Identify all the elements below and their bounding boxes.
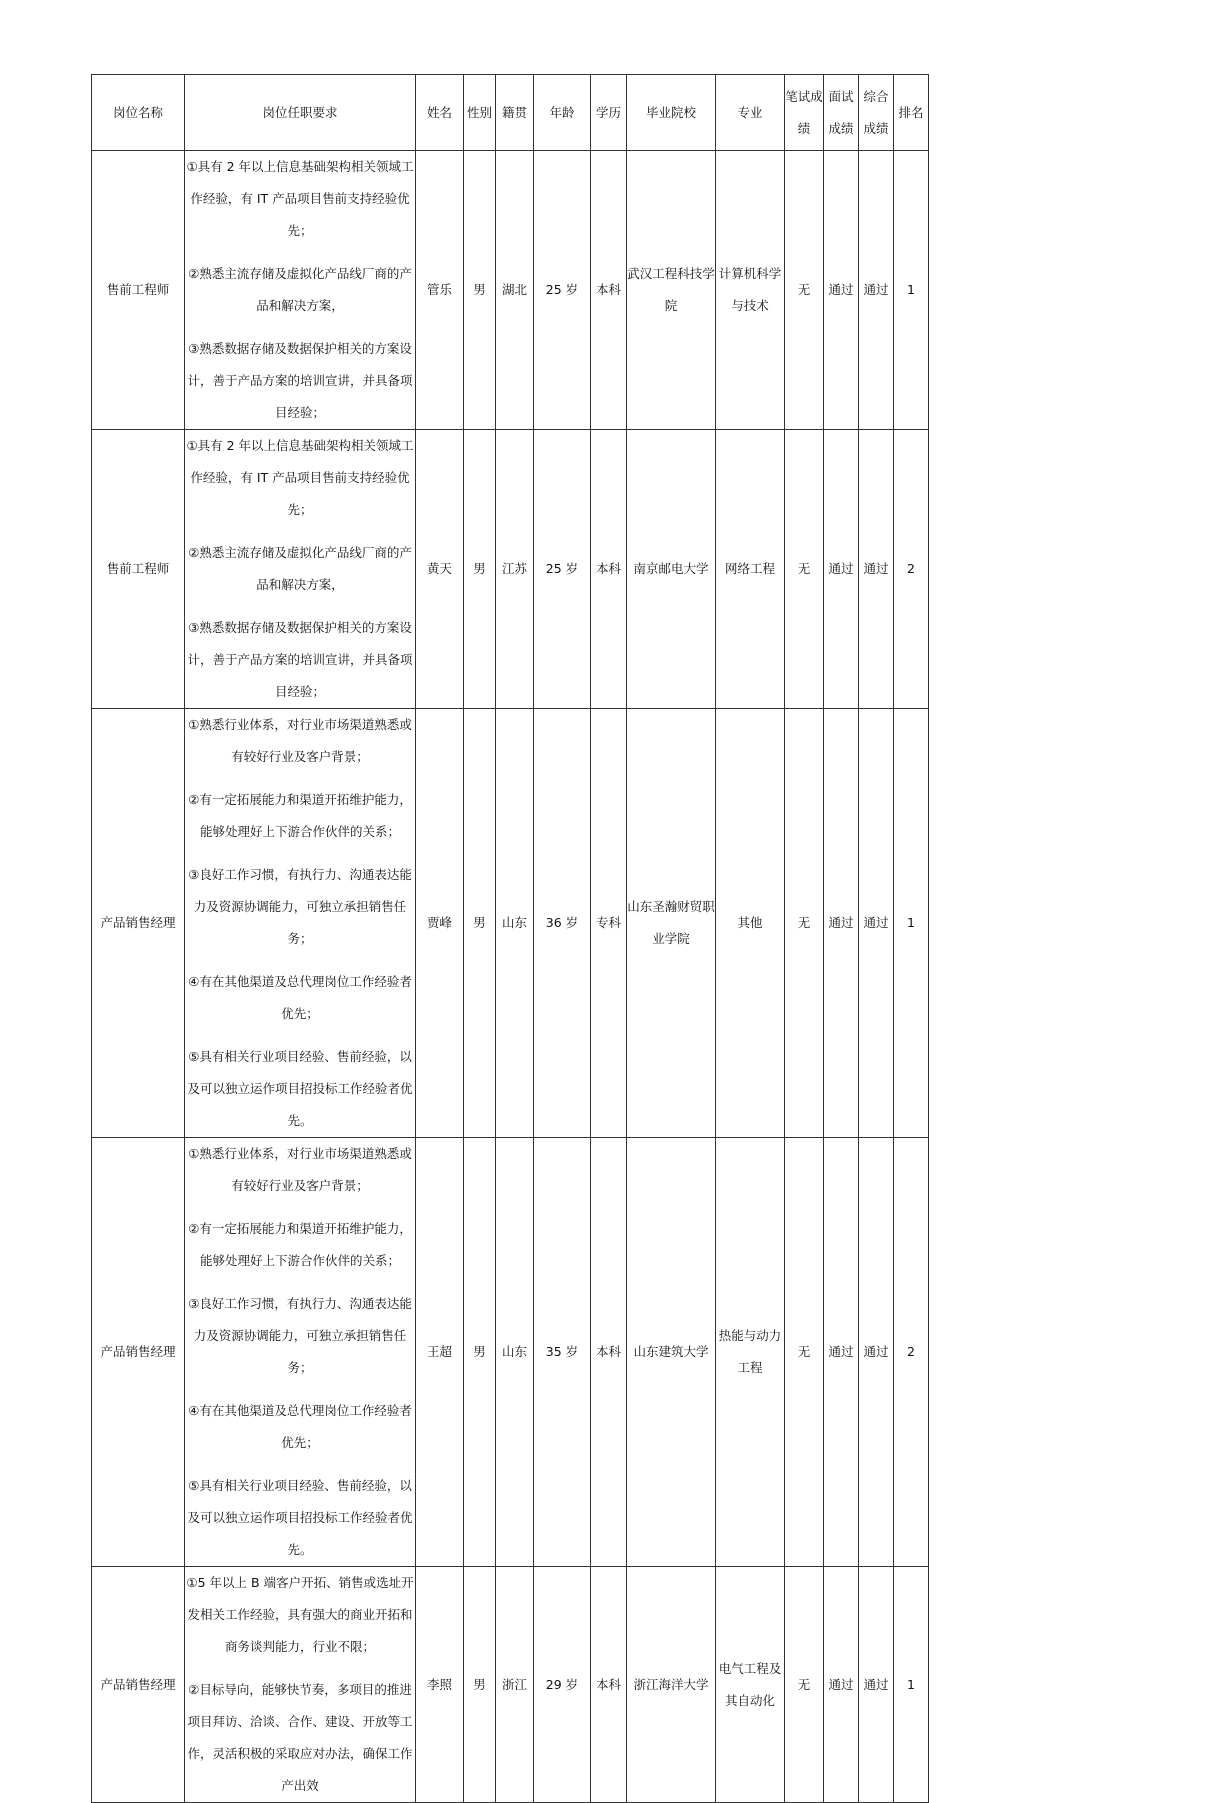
age-cell: 29 岁 — [534, 1567, 591, 1803]
header-written-score: 笔试成绩 — [785, 75, 824, 151]
requirements-cell — [185, 1138, 416, 1567]
origin-cell: 浙江 — [496, 1567, 534, 1803]
gender-cell: 男 — [464, 709, 496, 1138]
requirements-cell — [185, 151, 416, 430]
requirement-item: ②有一定拓展能力和渠道开拓维护能力，能够处理好上下游合作伙伴的关系； — [188, 1221, 412, 1268]
name-cell: 管乐 — [416, 151, 464, 430]
school-cell: 浙江海洋大学 — [627, 1567, 716, 1803]
requirement-item: ⑤具有相关行业项目经验、售前经验，以及可以独立运作项目招投标工作经验者优先。 — [187, 1478, 413, 1557]
header-requirements: 岗位任职要求 — [185, 75, 416, 151]
written-score-cell: 无 — [785, 709, 824, 1138]
name-cell: 王超 — [416, 1138, 464, 1567]
school-cell: 武汉工程科技学院 — [627, 151, 716, 430]
age-cell: 36 岁 — [534, 709, 591, 1138]
gender-cell: 男 — [464, 151, 496, 430]
overall-score-cell: 通过 — [859, 430, 894, 709]
written-score-cell: 无 — [785, 151, 824, 430]
header-rank: 排名 — [894, 75, 929, 151]
education-cell: 本科 — [591, 1138, 627, 1567]
header-gender: 性别 — [464, 75, 496, 151]
requirement-item: ①具有 2 年以上信息基础架构相关领域工作经验，有 IT 产品项目售前支持经验优先； — [186, 159, 414, 238]
education-cell: 专科 — [591, 709, 627, 1138]
header-position: 岗位名称 — [92, 75, 185, 151]
requirement-item: ②有一定拓展能力和渠道开拓维护能力，能够处理好上下游合作伙伴的关系； — [188, 792, 412, 839]
header-school: 毕业院校 — [627, 75, 716, 151]
written-score-cell: 无 — [785, 1567, 824, 1803]
age-cell: 35 岁 — [534, 1138, 591, 1567]
table-row — [92, 1138, 929, 1567]
requirements-cell — [185, 430, 416, 709]
table-row — [92, 151, 929, 430]
school-cell: 南京邮电大学 — [627, 430, 716, 709]
header-origin: 籍贯 — [496, 75, 534, 151]
requirement-item: ③良好工作习惯，有执行力、沟通表达能力及资源协调能力，可独立承担销售任务； — [188, 1296, 412, 1375]
requirements-cell — [185, 709, 416, 1138]
interview-score-cell: 通过 — [824, 151, 859, 430]
requirement-item: ①5 年以上 B 端客户开拓、销售或选址开发相关工作经验，具有强大的商业开拓和商务谈判能力，行业不限； — [186, 1575, 414, 1654]
interview-score-cell: 通过 — [824, 709, 859, 1138]
requirement-item: ①熟悉行业体系，对行业市场渠道熟悉或有较好行业及客户背景； — [188, 717, 412, 764]
header-major: 专业 — [716, 75, 785, 151]
header-education: 学历 — [591, 75, 627, 151]
overall-score-cell: 通过 — [859, 1567, 894, 1803]
header-name: 姓名 — [416, 75, 464, 151]
overall-score-cell: 通过 — [859, 1138, 894, 1567]
requirement-item: ①熟悉行业体系，对行业市场渠道熟悉或有较好行业及客户背景； — [188, 1146, 412, 1193]
interview-score-cell: 通过 — [824, 1138, 859, 1567]
requirement-item: ⑤具有相关行业项目经验、售前经验，以及可以独立运作项目招投标工作经验者优先。 — [187, 1049, 413, 1128]
requirement-item: ①具有 2 年以上信息基础架构相关领域工作经验，有 IT 产品项目售前支持经验优先； — [186, 438, 414, 517]
position-cell: 售前工程师 — [92, 430, 185, 709]
table-row — [92, 430, 929, 709]
requirement-item: ④有在其他渠道及总代理岗位工作经验者优先； — [188, 974, 412, 1021]
school-cell: 山东建筑大学 — [627, 1138, 716, 1567]
major-cell: 网络工程 — [716, 430, 785, 709]
position-cell: 产品销售经理 — [92, 1567, 185, 1803]
major-cell: 电气工程及其自动化 — [716, 1567, 785, 1803]
requirement-item: ③良好工作习惯，有执行力、沟通表达能力及资源协调能力，可独立承担销售任务； — [188, 867, 412, 946]
header-overall-score: 综合成绩 — [859, 75, 894, 151]
position-cell: 售前工程师 — [92, 151, 185, 430]
origin-cell: 山东 — [496, 709, 534, 1138]
position-cell: 产品销售经理 — [92, 709, 185, 1138]
requirements-cell — [185, 1567, 416, 1803]
requirement-item: ③熟悉数据存储及数据保护相关的方案设计，善于产品方案的培训宣讲，并具备项目经验； — [187, 341, 413, 420]
position-cell: 产品销售经理 — [92, 1138, 185, 1567]
name-cell: 李照 — [416, 1567, 464, 1803]
requirement-item: ②熟悉主流存储及虚拟化产品线厂商的产品和解决方案， — [188, 266, 412, 313]
interview-score-cell: 通过 — [824, 1567, 859, 1803]
requirement-item: ③熟悉数据存储及数据保护相关的方案设计，善于产品方案的培训宣讲，并具备项目经验； — [187, 620, 413, 699]
age-cell: 25 岁 — [534, 151, 591, 430]
major-cell: 热能与动力工程 — [716, 1138, 785, 1567]
name-cell: 黄天 — [416, 430, 464, 709]
requirement-item: ②熟悉主流存储及虚拟化产品线厂商的产品和解决方案， — [188, 545, 412, 592]
written-score-cell: 无 — [785, 430, 824, 709]
rank-cell: 1 — [894, 151, 929, 430]
recruitment-results-table — [91, 74, 929, 1803]
overall-score-cell: 通过 — [859, 709, 894, 1138]
gender-cell: 男 — [464, 1567, 496, 1803]
requirement-item: ④有在其他渠道及总代理岗位工作经验者优先； — [188, 1403, 412, 1450]
school-cell: 山东圣瀚财贸职业学院 — [627, 709, 716, 1138]
rank-cell: 1 — [894, 709, 929, 1138]
age-cell: 25 岁 — [534, 430, 591, 709]
written-score-cell: 无 — [785, 1138, 824, 1567]
table-row — [92, 1567, 929, 1803]
overall-score-cell: 通过 — [859, 151, 894, 430]
origin-cell: 江苏 — [496, 430, 534, 709]
requirement-item: ②目标导向，能够快节奏，多项目的推进项目拜访、洽谈、合作、建设、开放等工作，灵活积极的采取应对办法，确保工作产出效 — [187, 1682, 413, 1793]
gender-cell: 男 — [464, 1138, 496, 1567]
education-cell: 本科 — [591, 430, 627, 709]
table-row — [92, 709, 929, 1138]
interview-score-cell: 通过 — [824, 430, 859, 709]
header-row — [92, 75, 929, 151]
header-interview-score: 面试成绩 — [824, 75, 859, 151]
major-cell: 其他 — [716, 709, 785, 1138]
name-cell: 贾峰 — [416, 709, 464, 1138]
education-cell: 本科 — [591, 151, 627, 430]
gender-cell: 男 — [464, 430, 496, 709]
rank-cell: 2 — [894, 1138, 929, 1567]
major-cell: 计算机科学与技术 — [716, 151, 785, 430]
origin-cell: 湖北 — [496, 151, 534, 430]
origin-cell: 山东 — [496, 1138, 534, 1567]
education-cell: 本科 — [591, 1567, 627, 1803]
rank-cell: 1 — [894, 1567, 929, 1803]
rank-cell: 2 — [894, 430, 929, 709]
header-age: 年龄 — [534, 75, 591, 151]
